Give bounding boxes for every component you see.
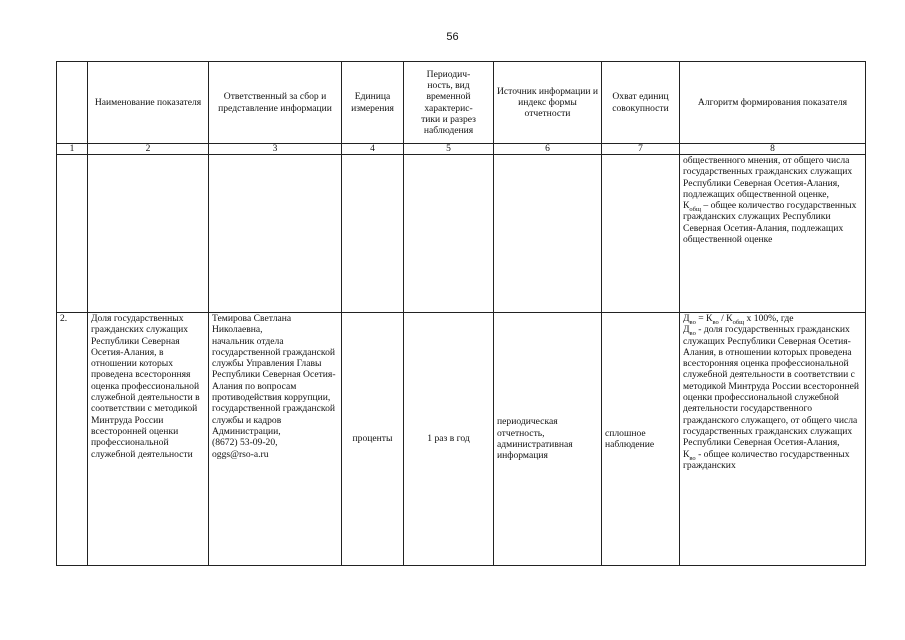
variable-symbol: К	[683, 200, 690, 212]
column-number-row	[57, 144, 866, 155]
formula-text: х 100%, где	[744, 313, 794, 324]
column-number: 3	[209, 144, 342, 155]
formula-subscript: общ	[732, 318, 745, 326]
header-col-responsible: Ответственный за сбор и представление информации	[209, 62, 342, 144]
formula-symbol: Д	[683, 313, 690, 324]
column-number: 4	[342, 144, 404, 155]
column-number: 5	[404, 144, 494, 155]
indicator-table	[56, 61, 866, 566]
unit-cell: проценты	[342, 313, 404, 566]
column-number: 1	[57, 144, 88, 155]
variable-subscript: общ	[689, 206, 701, 214]
periodicity-cell: 1 раз в год	[404, 313, 494, 566]
header-col-coverage: Охват единиц совокупности	[602, 62, 680, 144]
empty-cell	[404, 155, 494, 313]
header-row	[57, 62, 866, 144]
indicator-name-cell: Доля государственных гражданских служащих Республики Северная Осетия-Алания, в отношении которых проведена всесторонняя оценка профессиональной служебной деятельности в соответствии с методикой Минтруда России всесторонней оценки профессиональной служебной деятельности	[88, 313, 209, 566]
empty-cell	[494, 155, 602, 313]
algorithm-continuation-cell	[680, 155, 866, 313]
header-col-source: Источник информации и индекс формы отчетности	[494, 62, 602, 144]
continuation-row	[57, 155, 866, 313]
empty-cell	[57, 155, 88, 313]
variable-subscript: во	[689, 454, 696, 462]
algorithm-text: – общее количество государственных гражданских служащих Республики Северная Осетия-Алания, подлежащих общественной оценке	[683, 200, 857, 246]
variable-subscript: во	[689, 330, 696, 338]
source-cell: периодическая отчетность, административная информация	[494, 313, 602, 566]
table-row-2	[57, 313, 866, 566]
algorithm-cell	[680, 313, 866, 566]
header-col-1	[57, 62, 88, 144]
algorithm-text: общественного мнения, от общего числа государственных гражданских служащих Республики Северная Осетия-Алания, подлежащих общественной оценке,	[683, 155, 853, 200]
responsible-cell: Темирова Светлана Николаевна, начальник отдела государственной гражданской службы Управления Главы Республики Северная Осетия-Алания по вопросам противодействия коррупции, государственной гражданской службы и кадров Администрации, (8672) 53-09-20, oggs@rso-a.ru	[209, 313, 342, 566]
definition-text: - общее количество государственных гражданских	[683, 448, 850, 471]
column-number: 8	[680, 144, 866, 155]
empty-cell	[342, 155, 404, 313]
variable-symbol: К	[683, 448, 690, 460]
formula-subscript: во	[689, 318, 696, 326]
column-number: 7	[602, 144, 680, 155]
header-col-algorithm: Алгоритм формирования показателя	[680, 62, 866, 144]
definition-text: - доля государственных гражданских служащих Республики Северная Осетия-Алания, в отношении которых проведена всесторонняя оценка профессиональной служебной деятельности в соответствии с методикой Минтруда России всесторонней оценки профессиональной служебной деятельности государственного гражданского служащего, от общего числа государственных гражданских служащих Республики Северная Осетия-Алания,	[683, 324, 859, 449]
header-col-name: Наименование показателя	[88, 62, 209, 144]
page-number: 56	[446, 31, 459, 43]
formula-subscript: во	[712, 318, 719, 326]
empty-cell	[602, 155, 680, 313]
column-number: 6	[494, 144, 602, 155]
empty-cell	[88, 155, 209, 313]
row-number: 2.	[57, 313, 88, 566]
header-col-periodicity: Периодич- ность, вид временной характерис- тики и разрез наблюдения	[404, 62, 494, 144]
formula-text: / К	[718, 313, 733, 324]
empty-cell	[209, 155, 342, 313]
coverage-cell: сплошное наблюдение	[602, 313, 680, 566]
column-number: 2	[88, 144, 209, 155]
header-col-unit: Единица измерения	[342, 62, 404, 144]
variable-symbol: Д	[683, 324, 690, 336]
formula-text: = К	[695, 313, 713, 324]
